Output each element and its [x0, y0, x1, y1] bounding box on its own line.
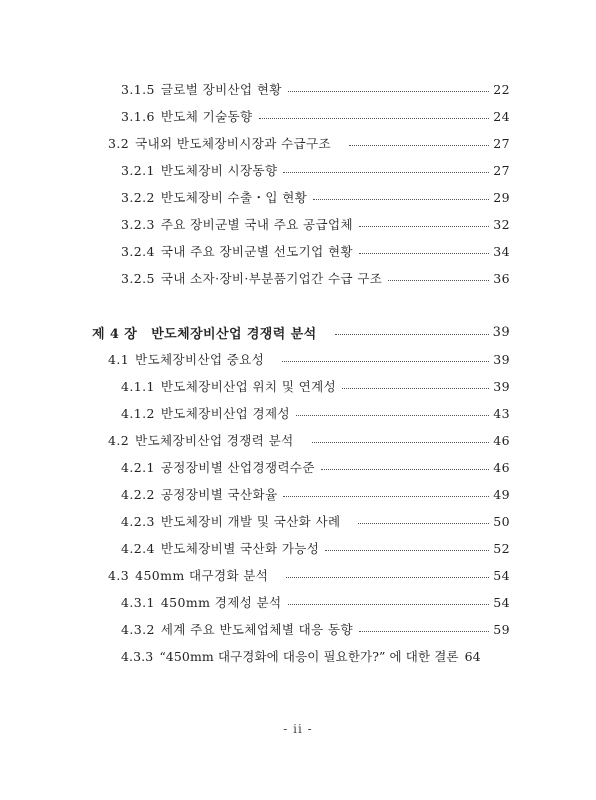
- dot-leader: [358, 523, 489, 524]
- dot-leader: [342, 388, 489, 389]
- dot-leader: [296, 415, 489, 416]
- dot-leader: [288, 91, 489, 92]
- toc-number: 4.1.2: [121, 405, 155, 421]
- toc-entry-4-3-2: [0, 617, 596, 641]
- toc-title: 450mm 대구경화 분석: [135, 568, 269, 583]
- dot-leader: [359, 226, 489, 227]
- dot-leader: [313, 199, 489, 200]
- toc-page-number: 36: [493, 270, 510, 286]
- toc-number: 4.3.3: [121, 648, 154, 664]
- dot-leader: [388, 280, 489, 281]
- toc-title: 반도체장비산업 중요성: [135, 352, 265, 367]
- toc-entry-4-2-2: [0, 482, 596, 506]
- toc-number: 3.2.3: [121, 216, 155, 232]
- toc-entry-3-1-5: [0, 77, 596, 101]
- toc-entry-3-2-3: [0, 212, 596, 236]
- dot-leader: [312, 442, 490, 443]
- toc-title: 주요 장비군별 국내 주요 공급업체: [160, 217, 353, 232]
- toc-number: 3.1.6: [121, 108, 155, 124]
- toc-page-number: 54: [493, 567, 510, 583]
- dot-leader: [325, 550, 489, 551]
- dot-leader: [282, 361, 489, 362]
- toc-page-number: 29: [493, 189, 510, 205]
- toc-title: 반도체장비산업 경제성: [160, 406, 290, 421]
- toc-page-number: 22: [493, 81, 510, 97]
- dot-leader: [286, 577, 489, 578]
- toc-page-number: 64: [464, 648, 481, 664]
- toc-entry-3-2: [0, 131, 596, 155]
- page-footer-number: - ii -: [283, 722, 313, 736]
- toc-title: 공정장비별 산업경쟁력수준: [160, 460, 315, 475]
- dot-leader: [288, 604, 490, 605]
- toc-title: 반도체장비 시장동향: [160, 163, 278, 178]
- toc-number: 4.1.1: [121, 378, 155, 394]
- toc-entry-4-1: [0, 347, 596, 371]
- toc-title: 반도체장비별 국산화 가능성: [160, 541, 320, 556]
- toc-number: 3.2.4: [121, 243, 155, 259]
- toc-number: 4.2.4: [121, 540, 155, 556]
- toc-page-number: 27: [493, 135, 510, 151]
- toc-number: 4.2.2: [121, 486, 155, 502]
- dot-leader: [259, 118, 490, 119]
- dot-leader: [349, 145, 489, 146]
- toc-page-number: 59: [493, 621, 510, 637]
- toc-title: 국내 소자·장비·부분품기업간 수급 구조: [160, 271, 383, 286]
- dot-leader: [321, 469, 489, 470]
- dot-leader: [359, 253, 489, 254]
- toc-number: 3.2.2: [121, 189, 155, 205]
- toc-chapter-number: 제 4 장: [92, 326, 138, 342]
- toc-entry-4-3-3: [0, 644, 596, 668]
- dot-leader: [283, 496, 489, 497]
- toc-title: 반도체장비 수출・입 현황: [160, 190, 308, 205]
- toc-page-number: 27: [493, 162, 510, 178]
- toc-page-number: 46: [493, 459, 510, 475]
- toc-number: 4.1: [108, 351, 130, 367]
- dot-leader: [335, 334, 489, 335]
- toc-title: 반도체 기술동향: [160, 109, 253, 124]
- toc-title: 국내외 반도체장비시장과 수급구조: [135, 136, 331, 151]
- toc-page-number: 49: [493, 486, 510, 502]
- toc-number: 4.2: [108, 432, 130, 448]
- toc-title: 450mm 경제성 분석: [160, 595, 282, 610]
- toc-title: 공정장비별 국산화율: [160, 487, 278, 502]
- toc-number: 4.3.1: [121, 594, 155, 610]
- toc-number: 3.2: [108, 135, 130, 151]
- toc-number: 3.2.5: [121, 270, 155, 286]
- toc-page-number: 32: [493, 216, 510, 232]
- toc-entry-chapter-4: [0, 320, 596, 344]
- toc-entry-4-2: [0, 428, 596, 452]
- toc-title: 반도체장비산업 위치 및 연계성: [160, 379, 337, 394]
- toc-title: 세계 주요 반도체업체별 대응 동향: [160, 622, 353, 637]
- dot-leader: [359, 631, 489, 632]
- toc-page-number: 50: [493, 513, 510, 529]
- toc-title: “450mm 대구경화에 대응이 필요한가?” 에 대한 결론: [159, 649, 459, 664]
- toc-number: 4.3.2: [121, 621, 155, 637]
- toc-page-number: 52: [493, 540, 510, 556]
- toc-entry-4-2-1: [0, 455, 596, 479]
- toc-page-number: 54: [493, 594, 510, 610]
- toc-title: 반도체장비 개발 및 국산화 사례: [160, 514, 341, 529]
- toc-entry-4-1-2: [0, 401, 596, 425]
- toc-number: 4.3: [108, 567, 130, 583]
- toc-entry-4-2-3: [0, 509, 596, 533]
- toc-page-number: 24: [493, 108, 510, 124]
- dot-leader: [283, 172, 489, 173]
- toc-number: 3.2.1: [121, 162, 155, 178]
- toc-entry-4-1-1: [0, 374, 596, 398]
- toc-page-number: 46: [493, 432, 510, 448]
- toc-page-number: 39: [493, 378, 510, 394]
- toc-entry-3-2-2: [0, 185, 596, 209]
- toc-entry-3-1-6: [0, 104, 596, 128]
- toc-page-number: 39: [493, 351, 510, 367]
- toc-page-number: 43: [493, 405, 510, 421]
- toc-entry-4-2-4: [0, 536, 596, 560]
- toc-entry-4-3-1: [0, 590, 596, 614]
- toc-title: 국내 주요 장비군별 선도기업 현황: [160, 244, 353, 259]
- toc-number: 4.2.3: [121, 513, 155, 529]
- toc-entry-3-2-5: [0, 266, 596, 290]
- toc-number: 3.1.5: [121, 81, 155, 97]
- toc-page-number: 34: [493, 243, 510, 259]
- toc-title: 글로벌 장비산업 현황: [160, 82, 282, 97]
- toc-page-number: 39: [492, 324, 510, 340]
- toc-entry-3-2-1: [0, 158, 596, 182]
- toc-number: 4.2.1: [121, 459, 155, 475]
- toc-entry-4-3: [0, 563, 596, 587]
- toc-title: 반도체장비산업 경쟁력 분석: [135, 433, 294, 448]
- toc-chapter-title: 반도체장비산업 경쟁력 분석: [151, 326, 317, 342]
- toc-entry-3-2-4: [0, 239, 596, 263]
